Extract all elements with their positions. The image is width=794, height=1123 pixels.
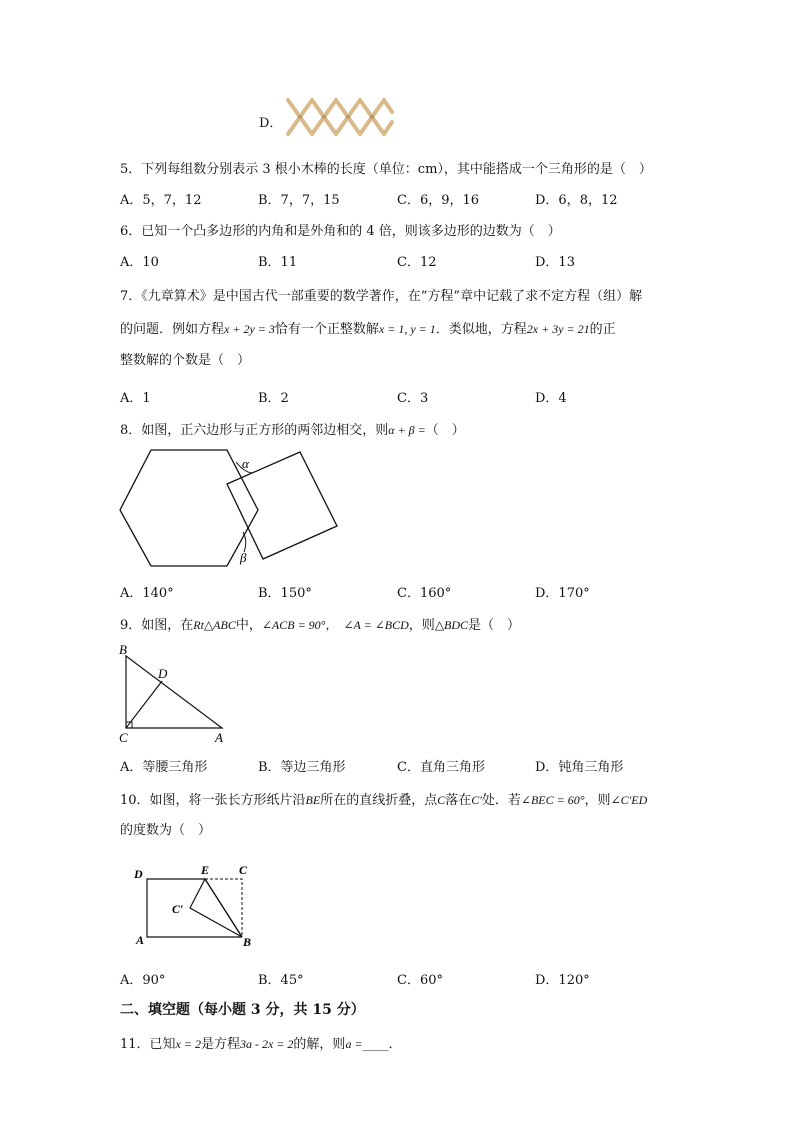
q5-option-b[interactable]: B．7，7，15 — [258, 193, 340, 208]
q7-equation-1: x + 2y = 3 — [224, 322, 275, 336]
q10-folded-rectangle-figure — [130, 860, 260, 952]
q9-text-a: 9．如图，在 — [120, 618, 194, 633]
q11-text-b: 是方程 — [200, 1037, 240, 1052]
q10-eq-angle-ced: ∠C′ED — [610, 793, 648, 807]
q6-option-c[interactable]: C．12 — [397, 255, 437, 270]
q9-equation-2: ∠ACB = 90°， ∠A = ∠BCD — [261, 618, 409, 632]
q7-option-a[interactable]: A．1 — [120, 391, 151, 406]
q7-text-d: 的正 — [589, 322, 616, 337]
q7-option-b[interactable]: B．2 — [258, 391, 289, 406]
q6-stem: 6．已知一个凸多边形的内角和是外角和的 4 倍，则该多边形的边数为（ ） — [120, 224, 561, 239]
q10-option-b[interactable]: B．45° — [258, 973, 304, 988]
q9-equation-1: Rt△ABC — [193, 618, 236, 632]
q9-option-a[interactable]: A．等腰三角形 — [120, 760, 208, 775]
vertex-e-label: E — [201, 863, 210, 877]
q8-option-a[interactable]: A．140° — [120, 586, 174, 601]
q5-option-a[interactable]: A．5，7，12 — [120, 193, 202, 208]
vertex-d-label: D — [134, 867, 143, 881]
q6-option-d[interactable]: D．13 — [535, 255, 575, 270]
q9-text-d: 是（ ） — [468, 618, 521, 633]
q8-text-a: 8．如图，正六边形与正方形的两邻边相交，则 — [120, 423, 389, 438]
q7-stem-line3: 整数解的个数是（ ） — [120, 353, 251, 368]
q7-equation-2: x = 1, y = 1 — [378, 322, 436, 336]
q7-equation-3: 2x + 3y = 21 — [526, 322, 590, 336]
q9-option-b[interactable]: B．等边三角形 — [258, 760, 346, 775]
folding-rack-image — [284, 96, 396, 138]
q10-text-b: 所在的直线折叠，点 — [320, 793, 438, 808]
q8-option-c[interactable]: C．160° — [397, 586, 452, 601]
q10-text-a: 10．如图，将一张长方形纸片沿 — [120, 793, 306, 808]
q8-stem — [120, 419, 465, 438]
q9-right-triangle-figure — [114, 642, 234, 746]
q6-option-b[interactable]: B．11 — [258, 255, 298, 270]
q11-equation-1: x = 2 — [175, 1037, 201, 1051]
q7-option-c[interactable]: C．3 — [397, 391, 429, 406]
q9-stem — [120, 614, 520, 633]
q10-stem-line2: 的度数为（ ） — [120, 823, 212, 838]
vertex-cprime-label: C′ — [172, 902, 184, 916]
q10-option-c[interactable]: C．60° — [397, 973, 443, 988]
q11-text-c: 的解，则 — [293, 1037, 346, 1052]
q10-eq-be: BE — [305, 793, 321, 807]
q7-text-c: ．类似地，方程 — [435, 322, 527, 337]
q10-eq-angle-bec: ∠BEC = 60° — [520, 793, 585, 807]
q5-option-d[interactable]: D．6，8，12 — [535, 193, 618, 208]
vertex-b-label: B — [243, 935, 252, 949]
vertex-c-label: C — [239, 863, 248, 877]
q8-option-d[interactable]: D．170° — [535, 586, 590, 601]
vertex-c-label: C — [119, 730, 128, 745]
q10-stem-line1 — [120, 789, 647, 808]
q9-text-b: 中， — [235, 618, 262, 633]
q11-equation-3: a = — [345, 1037, 363, 1051]
q9-text-c: ，则 — [408, 618, 435, 633]
q9-option-d[interactable]: D．钝角三角形 — [535, 760, 624, 775]
vertex-d-label: D — [158, 666, 168, 681]
q7-stem-line1: 7．《九章算术》是中国古代一部重要的数学著作，在“方程”章中记载了求不定方程（组）解 — [120, 289, 643, 304]
q7-option-d[interactable]: D．4 — [535, 391, 567, 406]
vertex-a-label: A — [215, 730, 223, 745]
q5-option-c[interactable]: C．6，9，16 — [397, 193, 480, 208]
q10-eq-c: C — [437, 793, 446, 807]
q11-text-a: 11．已知 — [120, 1037, 176, 1052]
q8-equation: α + β = — [388, 423, 426, 437]
q8-option-b[interactable]: B．150° — [258, 586, 312, 601]
q6-option-a[interactable]: A．10 — [120, 255, 159, 270]
vertex-b-label: B — [119, 642, 127, 657]
q7-stem-line2 — [120, 318, 616, 337]
q10-option-d[interactable]: D．120° — [535, 973, 590, 988]
q9-option-c[interactable]: C．直角三角形 — [397, 760, 485, 775]
q5-stem: 5．下列每组数分别表示 3 根小木棒的长度（单位：cm），其中能搭成一个三角形的是（ ） — [120, 162, 652, 177]
q11-equation-2: 3a - 2x = 2 — [240, 1037, 294, 1051]
q9-equation-3: △BDC — [434, 618, 469, 632]
section-fill-in-heading: 二、填空题（每小题 3 分，共 15 分） — [120, 1002, 365, 1018]
angle-beta-label: β — [240, 550, 247, 565]
q7-text-a: 的问题．例如方程 — [120, 322, 225, 337]
q11-stem — [120, 1033, 402, 1052]
vertex-a-label: A — [136, 933, 145, 947]
q10-text-e: ，则 — [584, 793, 611, 808]
q8-hexagon-square-figure — [118, 446, 344, 570]
q11-answer-blank[interactable]: ____． — [362, 1037, 402, 1052]
q7-text-b: 恰有一个正整数解 — [274, 322, 379, 337]
q10-text-d: 处．若 — [481, 793, 521, 808]
q4-option-d-label: D． — [259, 116, 283, 131]
q10-text-c: 落在 — [445, 793, 472, 808]
angle-alpha-label: α — [242, 456, 249, 471]
q10-option-a[interactable]: A．90° — [120, 973, 166, 988]
q10-eq-cprime: C′ — [471, 793, 482, 807]
regular-hexagon — [120, 450, 258, 566]
q8-text-b: （ ） — [425, 423, 465, 438]
